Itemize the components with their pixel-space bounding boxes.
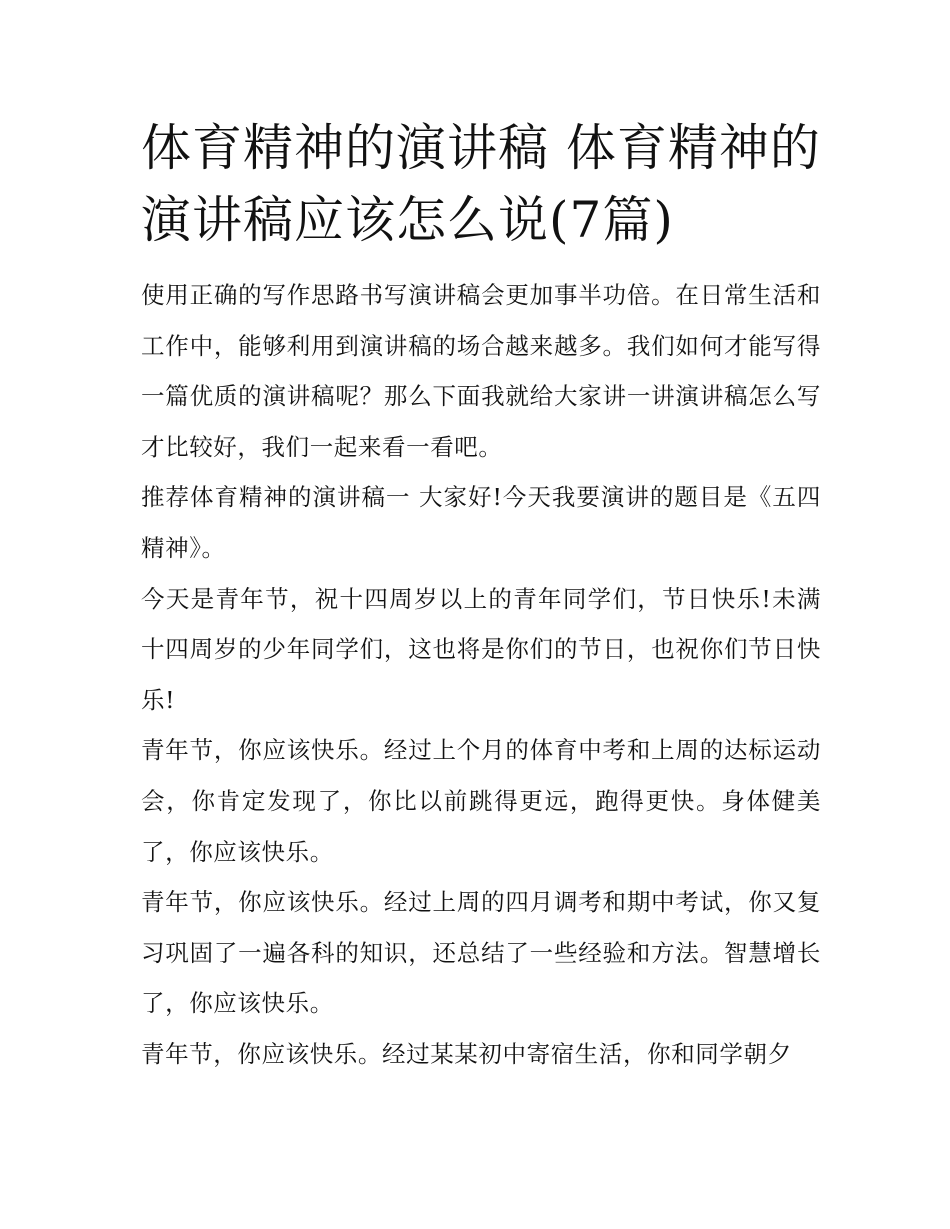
document-title: 体育精神的演讲稿 体育精神的演讲稿应该怎么说(7篇) [141,119,821,249]
paragraph-exam-happiness: 青年节，你应该快乐。经过上周的四月调考和期中考试，你又复习巩固了一遍各科的知识，还总结了一些经验和方法。智慧增长了，你应该快乐。 [141,888,821,1018]
paragraph-youth-day-greeting: 今天是青年节，祝十四周岁以上的青年同学们，节日快乐!未满十四周岁的少年同学们，这也将是你们的节日，也祝你们节日快乐! [141,584,821,714]
document-body [141,270,821,1080]
paragraph-sports-happiness: 青年节，你应该快乐。经过上个月的体育中考和上周的达标运动会，你肯定发现了，你比以前跳得更远，跑得更快。身体健美了，你应该快乐。 [141,736,821,866]
paragraph-boarding-life: 青年节，你应该快乐。经过某某初中寄宿生活，你和同学朝夕 [141,1039,792,1068]
paragraph-intro: 使用正确的写作思路书写演讲稿会更加事半功倍。在日常生活和工作中，能够利用到演讲稿的场合越来越多。我们如何才能写得一篇优质的演讲稿呢？那么下面我就给大家讲一讲演讲稿怎么写才比较好，我们一起来看一看吧。 [141,281,821,461]
document-page [141,112,821,1080]
paragraph-speech-opening: 推荐体育精神的演讲稿一 大家好!今天我要演讲的题目是《五四精神》。 [141,483,821,562]
